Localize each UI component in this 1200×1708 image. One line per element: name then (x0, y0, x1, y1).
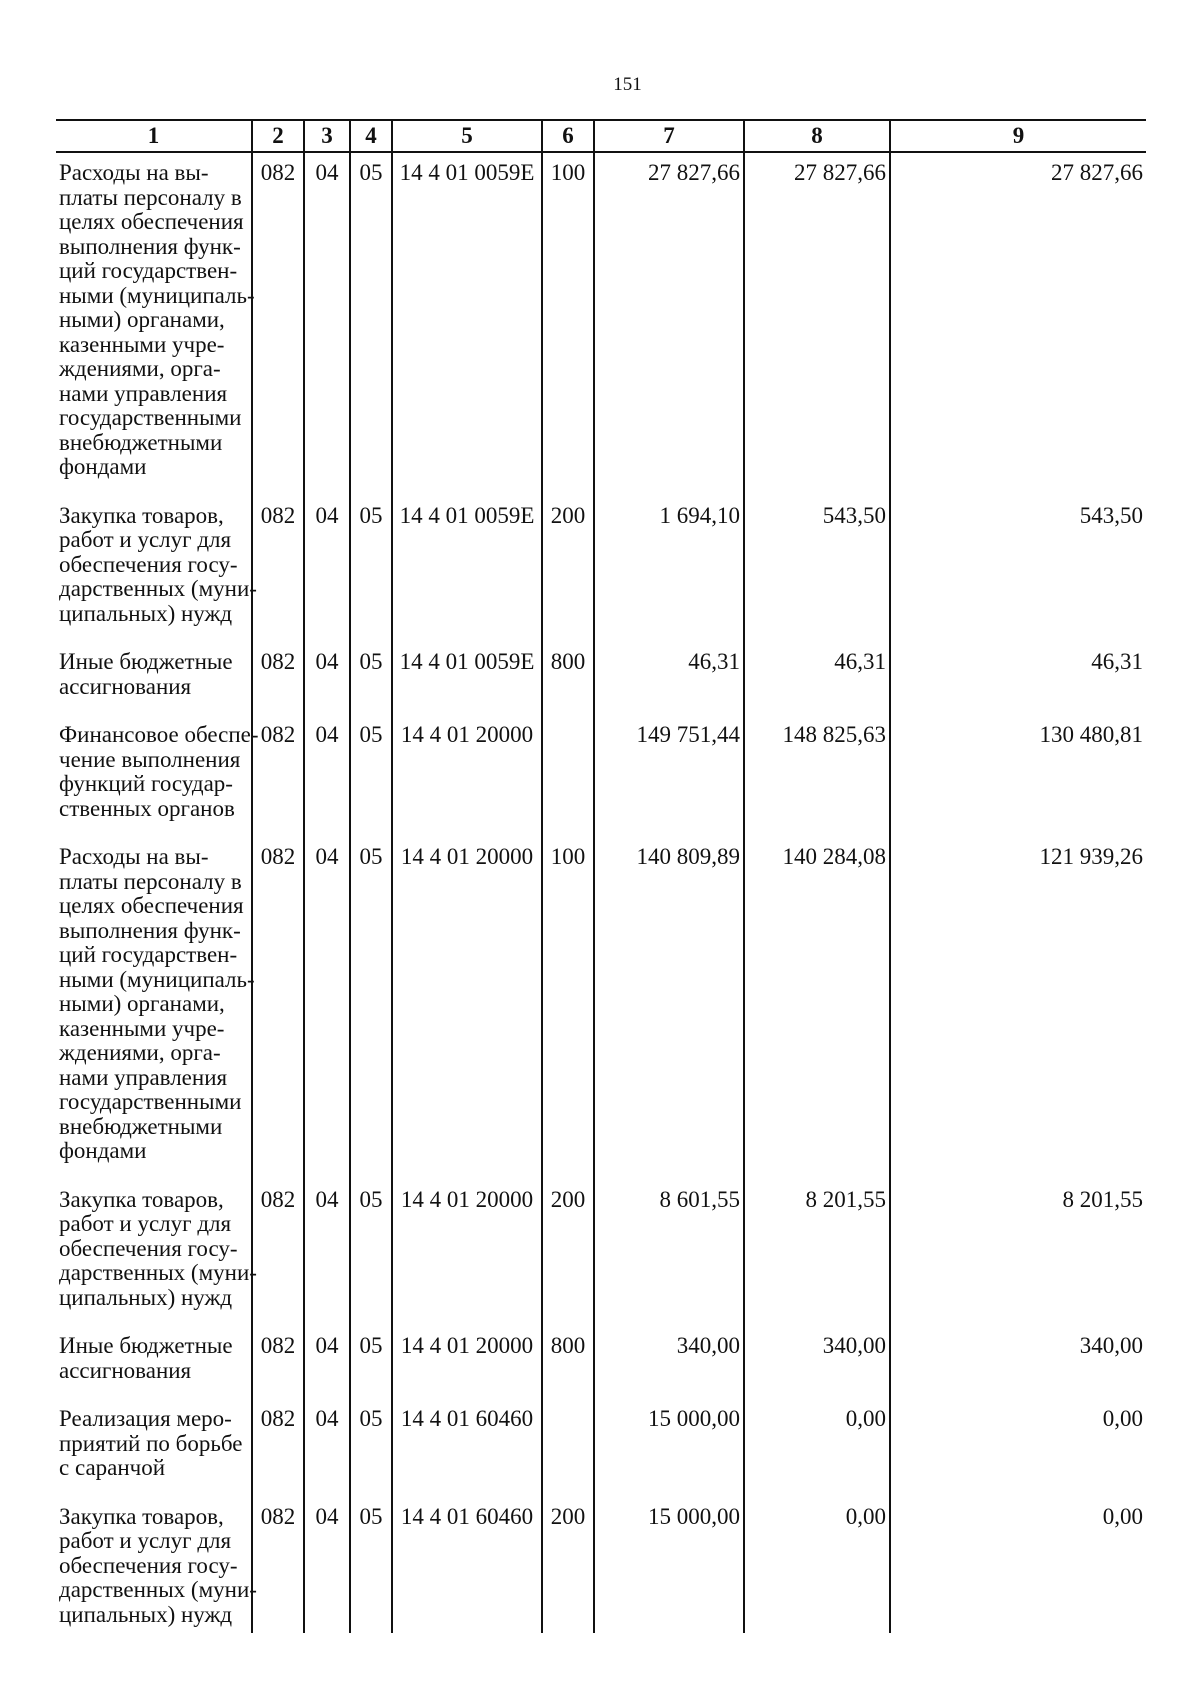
budget-table-container (56, 119, 1146, 1633)
amount-col-7: 27 827,66 (594, 152, 744, 494)
description-line: выполнения функ- (59, 233, 241, 259)
description-line: ждениями, орга- (59, 1040, 221, 1065)
subsection-code: 05 (350, 1178, 392, 1325)
description-line: ципальных) нужд (59, 1284, 233, 1310)
description-line: государственными (59, 405, 242, 430)
expense-type-code: 200 (542, 1178, 594, 1325)
amount-col-9: 0,00 (890, 1397, 1146, 1495)
column-header-6: 6 (542, 120, 594, 152)
amount-col-8: 27 827,66 (744, 152, 890, 494)
column-header-4: 4 (350, 120, 392, 152)
amount-col-8: 140 284,08 (744, 835, 890, 1178)
subsection-code: 05 (350, 1324, 392, 1397)
description-line: Финансовое обеспе- (59, 722, 259, 747)
description-line: ассигнования (59, 673, 192, 699)
expense-type-code: 200 (542, 1495, 594, 1634)
amount-col-7: 140 809,89 (594, 835, 744, 1178)
description-line: Иные бюджетные (59, 1333, 233, 1358)
description-line: обеспечения госу- (59, 1552, 238, 1578)
description-line: фондами (59, 1138, 147, 1163)
amount-col-7: 8 601,55 (594, 1178, 744, 1325)
amount-col-8: 46,31 (744, 640, 890, 713)
department-code: 082 (252, 713, 304, 835)
description-line: работ и услуг для (59, 527, 232, 552)
amount-col-8: 0,00 (744, 1397, 890, 1495)
row-description (56, 494, 257, 641)
amount-col-9: 8 201,55 (890, 1178, 1146, 1325)
department-code: 082 (252, 152, 304, 494)
description-line: с саранчой (59, 1455, 166, 1480)
description-line: нами управления (59, 380, 228, 406)
column-header-5: 5 (392, 120, 542, 152)
amount-col-9: 130 480,81 (890, 713, 1146, 835)
description-line: целях обеспечения (59, 893, 244, 918)
description-line: Иные бюджетные (59, 649, 233, 674)
row-description (56, 152, 255, 494)
row-description (56, 640, 252, 713)
description-line: чение выполнения (59, 746, 241, 772)
section-code: 04 (304, 835, 350, 1178)
column-header-7: 7 (594, 120, 744, 152)
amount-col-7: 46,31 (594, 640, 744, 713)
budget-table (56, 119, 1146, 1633)
department-code: 082 (252, 835, 304, 1178)
page-number: 151 (613, 74, 642, 95)
description-line: обеспечения госу- (59, 1235, 238, 1261)
target-article-code: 14 4 01 0059E (392, 494, 542, 641)
amount-col-8: 148 825,63 (744, 713, 890, 835)
description-line: Закупка товаров, (59, 1503, 224, 1529)
description-line: Реализация меро- (59, 1406, 232, 1431)
description-line: нами управления (59, 1064, 228, 1090)
expense-type-code: 200 (542, 494, 594, 641)
header-row (56, 120, 1146, 152)
description-line: государственными (59, 1089, 242, 1114)
amount-col-9: 121 939,26 (890, 835, 1146, 1178)
description-line: приятий по борьбе (59, 1430, 243, 1456)
department-code: 082 (252, 640, 304, 713)
description-line: выполнения функ- (59, 917, 241, 943)
table-row (56, 494, 1146, 641)
description-line: платы персоналу в (59, 184, 242, 210)
description-line: Расходы на вы- (59, 844, 209, 869)
description-line: функций государ- (59, 771, 233, 796)
amount-col-9: 0,00 (890, 1495, 1146, 1634)
expense-type-code: 100 (542, 835, 594, 1178)
row-description (56, 1324, 252, 1397)
amount-col-8: 0,00 (744, 1495, 890, 1634)
target-article-code: 14 4 01 60460 (392, 1397, 542, 1495)
row-description (56, 713, 259, 835)
target-article-code: 14 4 01 20000 (392, 1324, 542, 1397)
subsection-code: 05 (350, 713, 392, 835)
description-line: платы персоналу в (59, 868, 242, 894)
section-code: 04 (304, 494, 350, 641)
description-line: ственных органов (59, 795, 235, 821)
row-description (56, 835, 255, 1178)
amount-col-8: 340,00 (744, 1324, 890, 1397)
target-article-code: 14 4 01 20000 (392, 1178, 542, 1325)
description-line: целях обеспечения (59, 209, 244, 234)
expense-type-code: 800 (542, 640, 594, 713)
expense-type-code: 800 (542, 1324, 594, 1397)
column-header-1: 1 (56, 120, 252, 152)
description-line: ными (муниципаль- (59, 966, 255, 992)
row-description (56, 1397, 252, 1495)
amount-col-9: 46,31 (890, 640, 1146, 713)
description-line: работ и услуг для (59, 1211, 232, 1236)
section-code: 04 (304, 1397, 350, 1495)
amount-col-7: 15 000,00 (594, 1495, 744, 1634)
section-code: 04 (304, 1324, 350, 1397)
amount-col-7: 340,00 (594, 1324, 744, 1397)
subsection-code: 05 (350, 835, 392, 1178)
expense-type-code: 100 (542, 152, 594, 494)
description-line: дарственных (муни- (59, 1577, 257, 1602)
amount-col-7: 149 751,44 (594, 713, 744, 835)
description-line: дарственных (муни- (59, 1260, 257, 1285)
table-row (56, 1324, 1146, 1397)
table-row (56, 152, 1146, 494)
amount-col-7: 1 694,10 (594, 494, 744, 641)
table-row (56, 713, 1146, 835)
table-row (56, 835, 1146, 1178)
table-body (56, 152, 1146, 1633)
expense-type-code (542, 713, 594, 835)
table-row (56, 1495, 1146, 1634)
target-article-code: 14 4 01 20000 (392, 713, 542, 835)
amount-col-9: 543,50 (890, 494, 1146, 641)
section-code: 04 (304, 1178, 350, 1325)
description-line: ций государствен- (59, 942, 238, 967)
department-code: 082 (252, 1178, 304, 1325)
description-line: дарственных (муни- (59, 576, 257, 601)
description-line: внебюджетными (59, 1113, 223, 1139)
description-line: казенными учре- (59, 331, 225, 357)
amount-col-7: 15 000,00 (594, 1397, 744, 1495)
subsection-code: 05 (350, 494, 392, 641)
row-description (56, 1495, 257, 1634)
description-line: ций государствен- (59, 258, 238, 283)
description-line: казенными учре- (59, 1015, 225, 1041)
column-header-8: 8 (744, 120, 890, 152)
subsection-code: 05 (350, 1495, 392, 1634)
subsection-code: 05 (350, 640, 392, 713)
amount-col-8: 543,50 (744, 494, 890, 641)
description-line: ными) органами, (59, 991, 225, 1016)
description-line: ассигнования (59, 1357, 192, 1383)
description-line: ными) органами, (59, 307, 225, 332)
subsection-code: 05 (350, 152, 392, 494)
description-line: ными (муниципаль- (59, 282, 255, 308)
section-code: 04 (304, 713, 350, 835)
description-line: обеспечения госу- (59, 551, 238, 577)
description-line: внебюджетными (59, 429, 223, 455)
department-code: 082 (252, 1324, 304, 1397)
section-code: 04 (304, 152, 350, 494)
description-line: ципальных) нужд (59, 600, 233, 626)
description-line: Закупка товаров, (59, 1186, 224, 1212)
target-article-code: 14 4 01 0059E (392, 640, 542, 713)
subsection-code: 05 (350, 1397, 392, 1495)
target-article-code: 14 4 01 60460 (392, 1495, 542, 1634)
expense-type-code (542, 1397, 594, 1495)
section-code: 04 (304, 640, 350, 713)
amount-col-8: 8 201,55 (744, 1178, 890, 1325)
department-code: 082 (252, 1397, 304, 1495)
description-line: ждениями, орга- (59, 356, 221, 381)
row-description (56, 1178, 257, 1325)
column-header-2: 2 (252, 120, 304, 152)
department-code: 082 (252, 494, 304, 641)
description-line: фондами (59, 454, 147, 479)
target-article-code: 14 4 01 20000 (392, 835, 542, 1178)
description-line: Расходы на вы- (59, 160, 209, 185)
section-code: 04 (304, 1495, 350, 1634)
column-header-3: 3 (304, 120, 350, 152)
table-row (56, 1178, 1146, 1325)
amount-col-9: 27 827,66 (890, 152, 1146, 494)
table-row (56, 1397, 1146, 1495)
amount-col-9: 340,00 (890, 1324, 1146, 1397)
column-header-9: 9 (890, 120, 1146, 152)
department-code: 082 (252, 1495, 304, 1634)
target-article-code: 14 4 01 0059E (392, 152, 542, 494)
table-row (56, 640, 1146, 713)
description-line: Закупка товаров, (59, 502, 224, 528)
description-line: работ и услуг для (59, 1528, 232, 1553)
description-line: ципальных) нужд (59, 1601, 233, 1627)
